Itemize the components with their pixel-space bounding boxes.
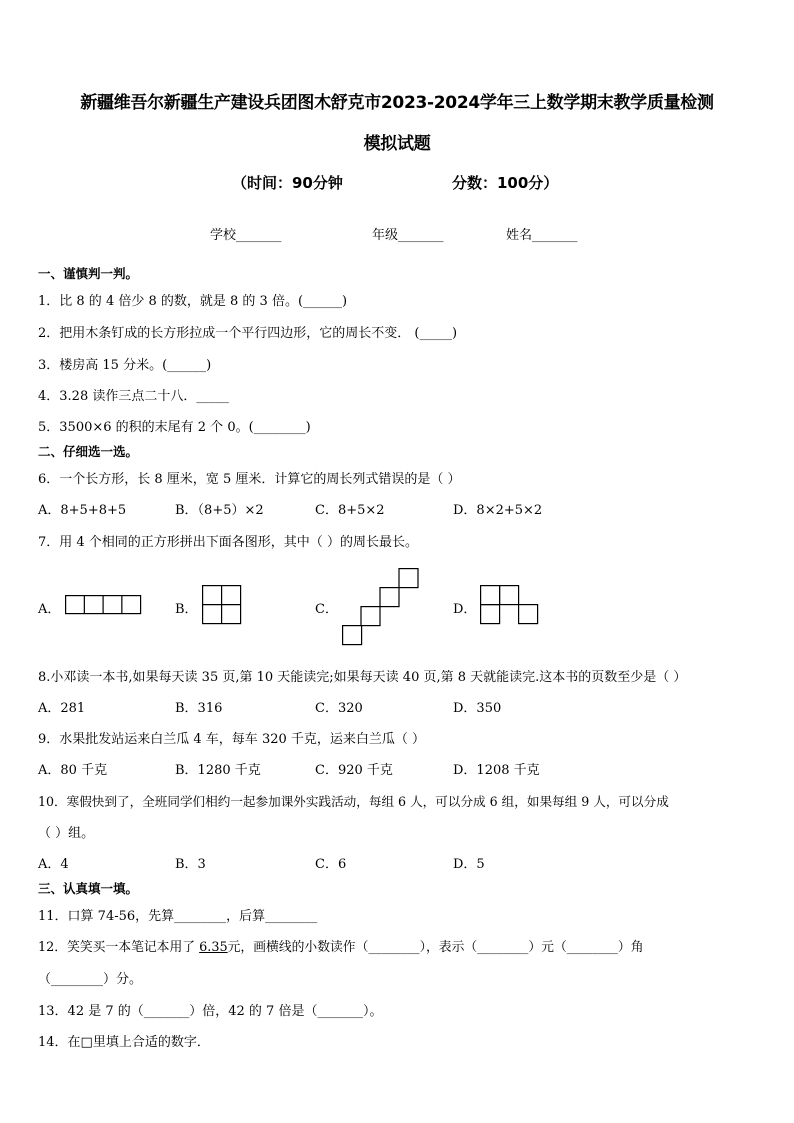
question-6: 6．一个长方形，长 8 厘米，宽 5 厘米．计算它的周长列式错误的是（ ） [38,472,461,487]
question-2: 2．把用木条钉成的长方形拉成一个平行四边形，它的周长不变． (_____) [38,326,458,341]
q8-option-a: A．281 [38,701,86,716]
page-title-line1: 新疆维吾尔新疆生产建设兵团图木舒克市2023-2024学年三上数学期末教学质量检测 [80,93,714,113]
question-3: 3．楼房高 15 分米。(______) [38,358,212,373]
question-9: 9．水果批发站运来白兰瓜 4 车，每车 320 千克，运来白兰瓜（ ） [38,732,426,747]
question-11: 11．口算 74-56，先算________，后算________ [38,909,318,924]
question-10-line2: （ ）组。 [38,826,95,841]
question-12-line1 [38,936,644,955]
q9-option-a: A．80 千克 [38,763,108,778]
q7-label-c: C． [315,602,338,617]
exam-score: 分数：100分） [452,174,559,192]
figure-a-four-in-row [65,595,142,615]
question-7: 7．用 4 个相同的正方形拼出下面各图形，其中（ ）的周长最长。 [38,535,418,550]
q6-option-d: D．8×2+5×2 [453,503,543,518]
q9-option-c: C．920 千克 [315,763,393,778]
q6-option-c: C．8+5×2 [315,503,385,518]
q6-option-a: A．8+5+8+5 [38,503,127,518]
q10-option-b: B．3 [175,857,206,872]
question-12-line2: （________）分。 [38,972,143,987]
figure-c-staircase [342,568,420,646]
q8-option-c: C．320 [315,701,363,716]
section-heading-3: 三、认真填一填。 [38,881,139,896]
figure-d-z-shape [480,585,540,626]
q7-label-a: A． [38,602,61,617]
q12-suffix: 元，画横线的小数读作（________），表示（________）元（________）角 [227,940,644,955]
section-heading-1: 一、谨慎判一判。 [38,266,139,281]
grade-field: 年级_______ [372,228,444,243]
page-title-line2: 模拟试题 [363,134,431,154]
q12-prefix: 12．笑笑买一本笔记本用了 [38,940,200,955]
figure-b-square-2x2 [202,585,242,625]
q10-option-d: D．5 [453,857,485,872]
q9-option-d: D．1208 千克 [453,763,540,778]
q9-option-b: B．1280 千克 [175,763,261,778]
section-heading-2: 二、仔细选一选。 [38,444,139,459]
q8-option-b: B．316 [175,701,223,716]
name-field: 姓名_______ [506,228,578,243]
q12-underlined-amount: 6.35 [199,940,228,955]
q10-option-a: A．4 [38,857,69,872]
question-5: 5．3500×6 的积的末尾有 2 个 0。(________) [38,420,311,435]
q8-option-d: D．350 [453,701,502,716]
q7-label-d: D． [453,602,477,617]
q10-option-c: C．6 [315,857,347,872]
school-field: 学校_______ [210,228,282,243]
question-8: 8.小邓读一本书,如果每天读 35 页,第 10 天能读完;如果每天读 40 页,第 8 天就能读完.这本书的页数至少是（ ） [38,670,687,685]
question-1: 1．比 8 的 4 倍少 8 的数，就是 8 的 3 倍。(______) [38,294,348,309]
question-10-line1: 10．寒假快到了，全班同学们相约一起参加课外实践活动，每组 6 人，可以分成 6 组，如果每组 9 人，可以分成 [38,794,669,809]
q7-label-b: B． [175,602,198,617]
question-4: 4．3.28 读作三点二十八．_____ [38,389,229,404]
question-13: 13．42 是 7 的（_______）倍，42 的 7 倍是（_______）。 [38,1004,383,1019]
q6-option-b: B．（8+5）×2 [175,503,264,518]
exam-time: （时间：90分钟 [232,174,343,192]
question-14: 14．在□里填上合适的数字． [38,1035,210,1050]
